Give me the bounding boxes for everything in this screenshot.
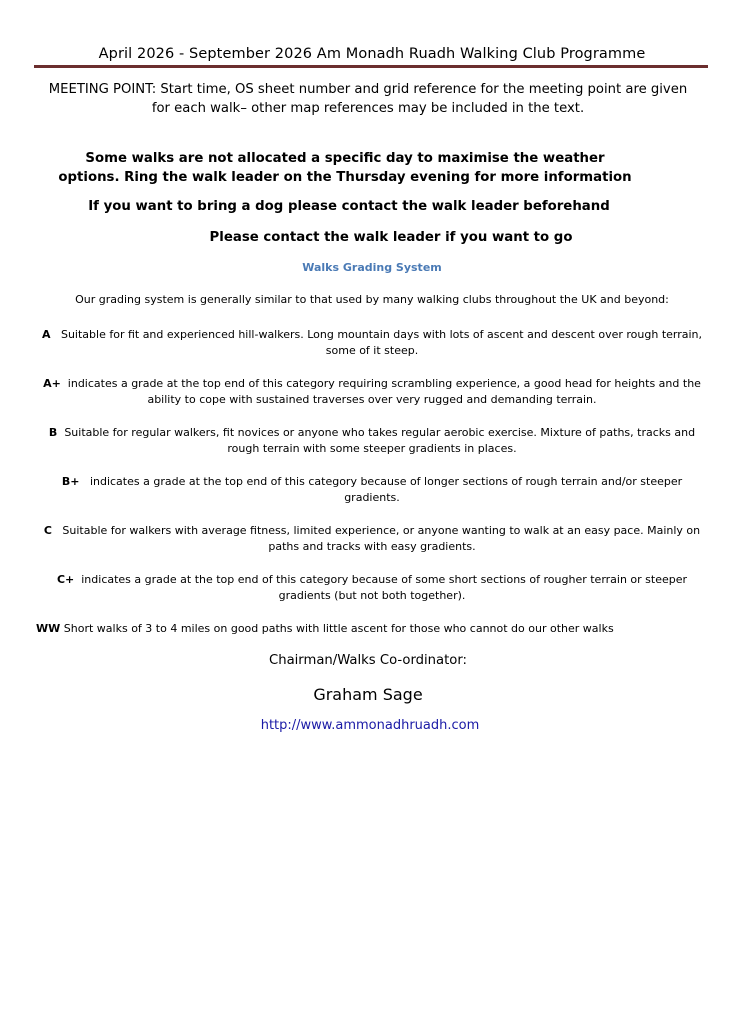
grade-b-plus: [40, 474, 704, 506]
grade-description: Short walks of 3 to 4 miles on good paths with little ascent for those who cannot do our other walks: [63, 622, 614, 635]
grade-code: B: [48, 426, 58, 439]
grading-heading: Walks Grading System: [302, 261, 442, 274]
club-website-link[interactable]: http://www.ammonadhruadh.com: [260, 718, 480, 733]
weather-notice: [30, 149, 660, 187]
grade-description: indicates a grade at the top end of this category requiring scrambling experience, a good head for heights and the ability to cope with sustained traverses over very rugged and demanding terrain.: [67, 377, 701, 406]
title-divider: [34, 65, 708, 68]
grade-code: WW: [36, 622, 61, 635]
grade-code: C+: [56, 573, 75, 586]
grade-a-plus: [34, 376, 710, 408]
grade-description: indicates a grade at the top end of this category because of some short sections of rougher terrain or steeper gradients (but not both together).: [81, 573, 688, 602]
meeting-point-text: MEETING POINT: Start time, OS sheet number and grid reference for the meeting point are given for each walk– other map references may be included in the text.: [48, 82, 688, 116]
grade-code: B+: [61, 475, 80, 488]
grade-description: Suitable for walkers with average fitness, limited experience, or anyone wanting to walk at an easy pace. Mainly on paths and tracks with easy gradients.: [62, 524, 701, 553]
grade-c: [34, 523, 710, 555]
weather-notice-line-2: options. Ring the walk leader on the Thursday evening for more information: [58, 170, 632, 185]
grading-intro: Our grading system is generally similar to that used by many walking clubs throughout the UK and beyond:: [75, 293, 669, 306]
grade-code: A: [41, 328, 51, 341]
chairman-label: Chairman/Walks Co-ordinator:: [269, 653, 467, 668]
grade-description: Suitable for regular walkers, fit novices or anyone who takes regular aerobic exercise. Mixture of paths, tracks and rough terrain with some steeper gradients in places.: [64, 426, 696, 455]
chairman-name: Graham Sage: [313, 685, 423, 704]
grade-code: A+: [43, 377, 61, 390]
grade-description: indicates a grade at the top end of this category because of longer sections of rough terrain and/or steeper gradients.: [89, 475, 683, 504]
grade-a: [40, 327, 704, 359]
grade-description: Suitable for fit and experienced hill-walkers. Long mountain days with lots of ascent and descent over rough terrain, some of it steep.: [60, 328, 703, 357]
grade-b: [34, 425, 710, 457]
weather-notice-line-1: Some walks are not allocated a specific day to maximise the weather: [85, 151, 605, 166]
contact-notice: Please contact the walk leader if you want to go: [209, 230, 573, 245]
grade-ww: [36, 622, 736, 635]
grade-c-plus: [40, 572, 704, 604]
page-title: April 2026 - September 2026 Am Monadh Ruadh Walking Club Programme: [98, 46, 646, 62]
grade-code: C: [43, 524, 52, 537]
dog-notice: If you want to bring a dog please contact the walk leader beforehand: [88, 199, 610, 214]
